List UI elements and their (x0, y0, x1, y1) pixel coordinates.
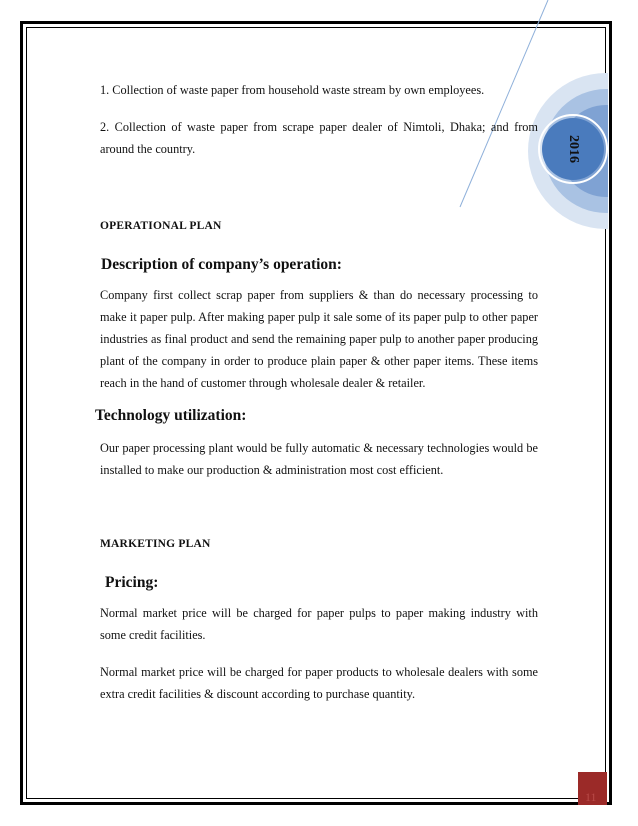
list-item-2: 2. Collection of waste paper from scrape paper dealer of Nimtoli, Dhaka; and from around the country. (100, 120, 538, 156)
technology-text: Our paper processing plant would be fully automatic & necessary technologies would be installed to make our production & administration most cost efficient. (100, 441, 538, 477)
technology-heading: Technology utilization: (95, 407, 247, 424)
description-heading: Description of company’s operation: (101, 256, 342, 273)
operational-plan-title: OPERATIONAL PLAN (100, 220, 222, 232)
pricing-text-2: Normal market price will be charged for paper products to wholesale dealers with some extra credit facilities & discount according to purchase quantity. (100, 665, 538, 701)
marketing-plan-title: MARKETING PLAN (100, 538, 211, 550)
page-number: 11 (585, 790, 597, 804)
pricing-text-1: Normal market price will be charged for paper pulps to paper making industry with some credit facilities. (100, 606, 538, 642)
list-item-1: 1. Collection of waste paper from household waste stream by own employees. (100, 83, 485, 97)
description-text: Company first collect scrap paper from suppliers & than do necessary processing to make it paper pulp. After making paper pulp it sale some of its paper pulp to other paper industries as final product and send the remaining paper pulp to another paper producing plant of the company in order to produce plain paper & other paper items. These items reach in the hand of customer through wholesale dealer & retailer. (100, 288, 538, 390)
header-year: 2016 (566, 135, 581, 163)
pricing-heading: Pricing: (105, 574, 159, 591)
